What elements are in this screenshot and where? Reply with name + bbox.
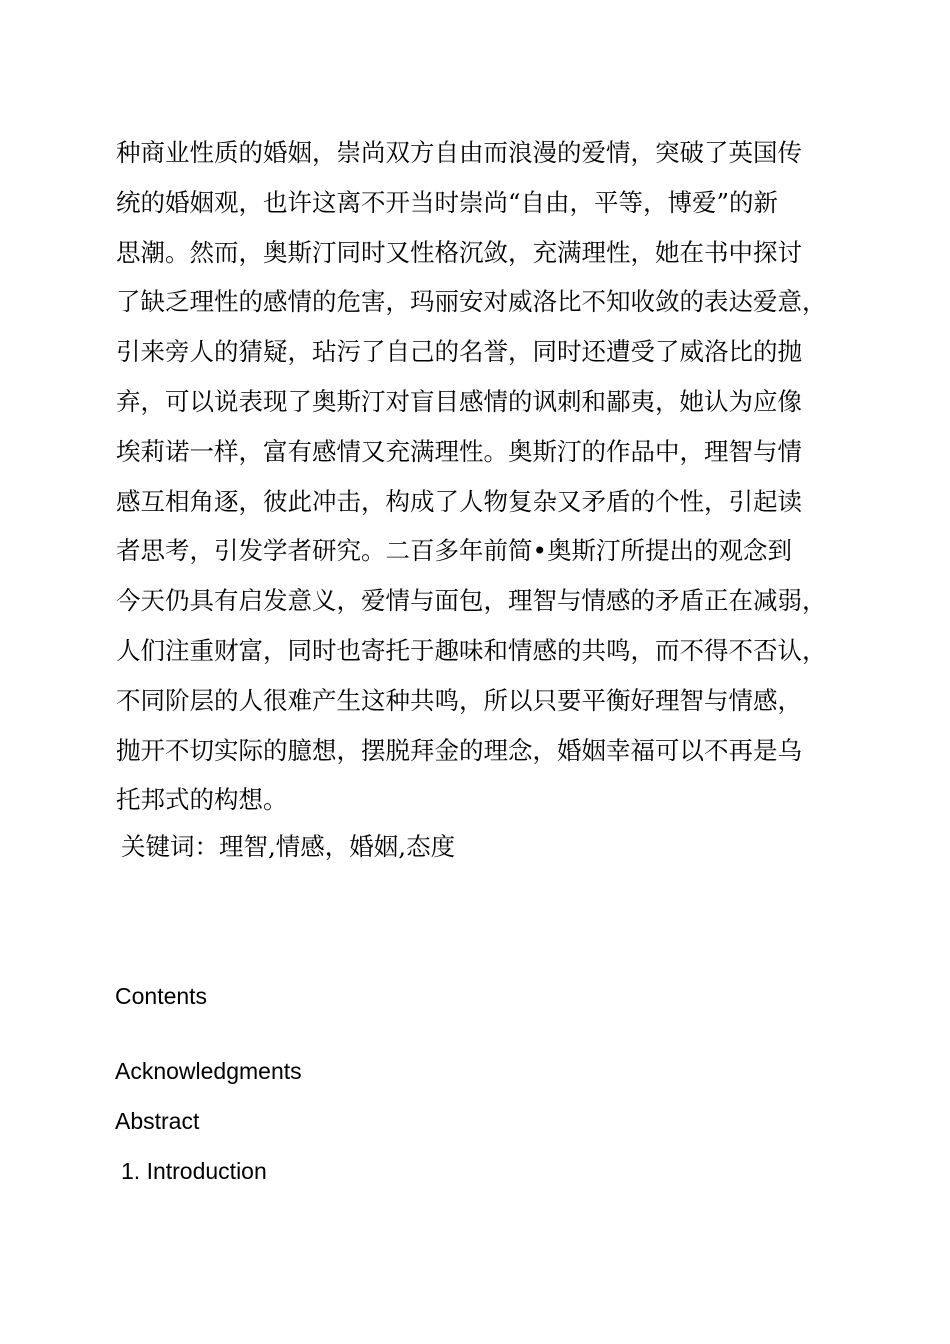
paragraph-line: 弃，可以说表现了奥斯汀对盲目感情的讽刺和鄙夷，她认为应像 — [116, 386, 802, 416]
paragraph-line: 统的婚姻观，也许这离不开当时崇尚“自由，平等，博爱”的新 — [116, 187, 779, 217]
toc-item-abstract: Abstract — [115, 1108, 200, 1134]
paragraph-line: 埃莉诺一样，富有感情又充满理性。奥斯汀的作品中，理智与情 — [116, 436, 802, 466]
paragraph-line: 者思考，引发学者研究。二百多年前简•奥斯汀所提出的观念到 — [116, 536, 792, 566]
paragraph-line: 托邦式的构想。 — [116, 785, 288, 815]
paragraph-line: 感互相角逐，彼此冲击，构成了人物复杂又矛盾的个性，引起读 — [116, 486, 802, 516]
toc-item-acknowledgments: Acknowledgments — [115, 1058, 302, 1084]
keywords-line: 关键词：理智,情感，婚姻,态度 — [121, 832, 456, 861]
toc-item-introduction: 1. Introduction — [121, 1158, 267, 1184]
paragraph-line: 今天仍具有启发意义，爱情与面包，理智与情感的矛盾正在减弱， — [116, 586, 827, 616]
paragraph-line: 种商业性质的婚姻，崇尚双方自由而浪漫的爱情，突破了英国传 — [116, 138, 802, 167]
paragraph-line: 引来旁人的猜疑，玷污了自己的名誉，同时还遭受了威洛比的抛 — [116, 337, 802, 367]
paragraph-line: 了缺乏理性的感情的危害，玛丽安对威洛比不知收敛的表达爱意， — [116, 287, 827, 317]
paragraph-line: 思潮。然而，奥斯汀同时又性格沉敛，充满理性，她在书中探讨 — [116, 237, 802, 267]
paragraph-line: 人们注重财富，同时也寄托于趣味和情感的共鸣，而不得不否认， — [116, 635, 827, 665]
paragraph-line: 抛开不切实际的臆想，摆脱拜金的理念，婚姻幸福可以不再是乌 — [116, 735, 802, 765]
abstract-paragraph — [116, 128, 856, 825]
paragraph-line: 不同阶层的人很难产生这种共鸣，所以只要平衡好理智与情感， — [116, 685, 802, 715]
contents-heading: Contents — [115, 983, 208, 1009]
